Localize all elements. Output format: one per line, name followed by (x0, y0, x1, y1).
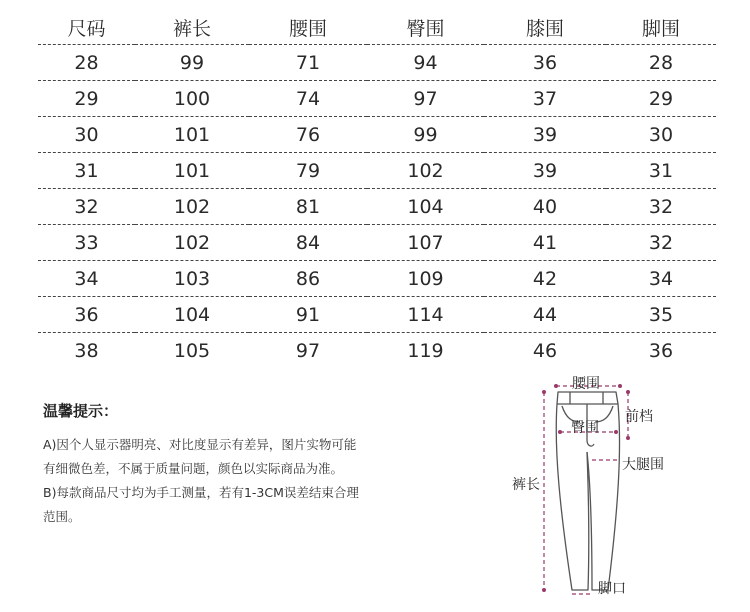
pants-measurement-diagram (500, 360, 700, 600)
table-cell: 28 (648, 51, 674, 74)
table-cell: 32 (648, 195, 674, 218)
table-cell: 102 (173, 231, 211, 254)
table-cell: 46 (532, 339, 558, 362)
table-cell: 99 (413, 123, 438, 146)
tips-line: 范围。 (43, 509, 81, 524)
table-cell: 84 (295, 231, 321, 254)
table-cell: 35 (648, 303, 674, 326)
table-cell: 36 (74, 303, 99, 326)
tips-line: 有细微色差，不属于质量问题，颜色以实际商品为准。 (43, 461, 344, 476)
table-cell: 114 (407, 303, 444, 326)
table-cell: 33 (74, 231, 99, 254)
table-cell: 102 (407, 159, 444, 182)
table-cell: 105 (173, 339, 211, 362)
table-row (38, 261, 716, 297)
table-row (38, 225, 716, 261)
table-cell: 86 (295, 267, 321, 290)
table-row (38, 153, 716, 189)
table-cell: 38 (74, 339, 99, 362)
table-cell: 29 (648, 87, 674, 110)
table-cell: 30 (74, 123, 99, 146)
table-cell: 91 (295, 303, 321, 326)
table-cell: 74 (295, 87, 321, 110)
length-label: 裤长 (512, 477, 540, 493)
table-cell: 39 (532, 123, 558, 146)
hip-label: 臀围 (571, 420, 599, 436)
table-cell: 39 (532, 159, 558, 182)
table-cell: 107 (407, 231, 444, 254)
table-cell: 71 (295, 51, 321, 74)
table-cell: 41 (532, 231, 558, 254)
tips-title: 温馨提示： (43, 402, 119, 420)
table-cell: 99 (179, 51, 205, 74)
col-header-length: 裤长 (172, 17, 211, 40)
table-cell: 36 (532, 51, 558, 74)
table-cell: 119 (407, 339, 444, 362)
table-cell: 40 (532, 195, 558, 218)
table-row (38, 297, 716, 333)
table-row (38, 45, 716, 81)
table-row (38, 189, 716, 225)
waist-label: 腰围 (572, 376, 600, 392)
table-cell: 104 (173, 303, 211, 326)
table-cell: 97 (413, 87, 438, 110)
col-header-waist: 腰围 (288, 17, 327, 40)
table-cell: 34 (74, 267, 99, 290)
col-header-knee: 膝围 (525, 17, 564, 40)
col-header-size: 尺码 (67, 17, 106, 40)
table-cell: 29 (74, 87, 99, 110)
table-cell: 103 (173, 267, 211, 290)
table-cell: 81 (295, 195, 321, 218)
table-cell: 31 (74, 159, 99, 182)
table-cell: 34 (648, 267, 674, 290)
table-cell: 104 (407, 195, 444, 218)
table-cell: 31 (648, 159, 674, 182)
table-cell: 102 (173, 195, 211, 218)
table-cell: 37 (532, 87, 558, 110)
table-cell: 100 (173, 87, 211, 110)
header-row (38, 10, 716, 45)
table-cell: 32 (648, 231, 674, 254)
table-cell: 109 (407, 267, 444, 290)
size-table (38, 10, 716, 368)
table-cell: 42 (532, 267, 558, 290)
front-rise-label: 前档 (625, 409, 653, 425)
tips-line: A)因个人显示器明亮、对比度显示有差异，图片实物可能 (43, 437, 357, 452)
tips-line: B)每款商品尺寸均为手工测量，若有1-3CM误差结束合理 (43, 485, 359, 500)
table-cell: 97 (295, 339, 321, 362)
table-cell: 44 (532, 303, 558, 326)
table-cell: 32 (74, 195, 99, 218)
hem-label: 脚口 (598, 581, 626, 597)
table-cell: 36 (648, 339, 674, 362)
tips-section (43, 400, 423, 529)
thigh-label: 大腿围 (622, 457, 664, 473)
table-cell: 30 (648, 123, 674, 146)
table-cell: 101 (173, 159, 211, 182)
table-row (38, 81, 716, 117)
col-header-hip: 臀围 (406, 17, 445, 40)
col-header-hem: 脚围 (641, 17, 680, 40)
table-cell: 79 (295, 159, 321, 182)
table-cell: 76 (295, 123, 321, 146)
table-row (38, 117, 716, 153)
table-cell: 94 (413, 51, 438, 74)
table-cell: 101 (173, 123, 211, 146)
table-cell: 28 (74, 51, 99, 74)
